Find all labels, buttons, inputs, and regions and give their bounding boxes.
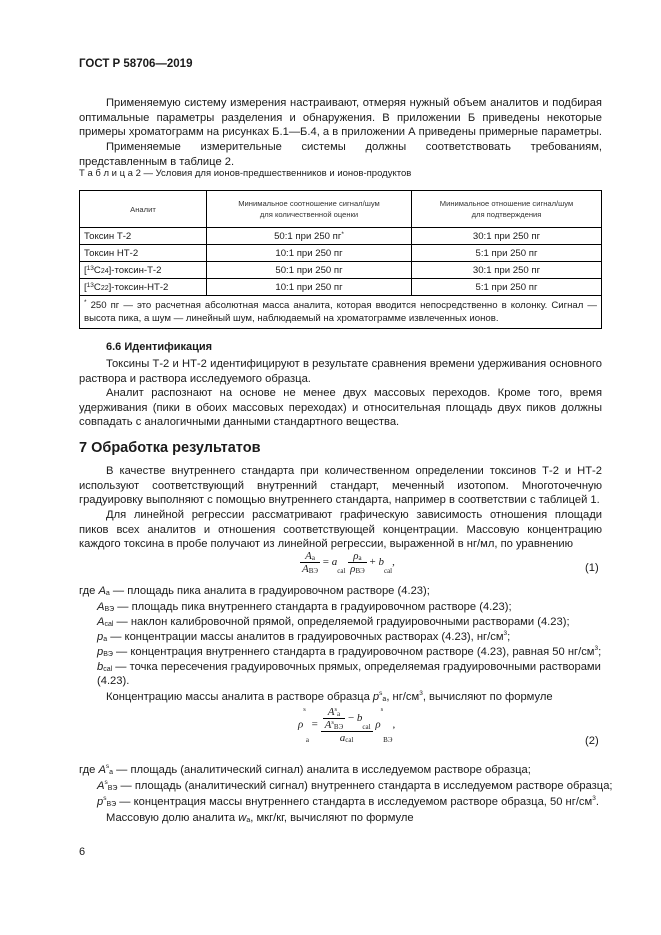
header-quantification [207,191,412,228]
quant-cell: 10:1 при 250 пг [207,245,412,262]
header-quant-line1: Минимальное соотношение сигнал/шум [238,199,380,208]
quant-cell: 50:1 при 250 пг [207,262,412,279]
confirm-cell: 30:1 при 250 пг [412,262,602,279]
sec7-paragraph-2: Для линейной регрессии рассматривают графическую зависимость отношения площади пиков всех аналитов и отношения соответствующей концентрации. Массовую концентрацию каждого токсина в пробе получают из линейной регрессии, выраженной в нг/мл, по уравнению [79,509,602,551]
confirm-cell: 5:1 при 250 пг [412,245,602,262]
sec7-paragraph-1: В качестве внутреннего стандарта при количественном определении токсинов Т-2 и НТ-2 используют соответствующий внутренний стандарт, меченный изотопом. Многоточечную градуировку выполняют с помощью внутреннего стандарта, например в соответствии с таблицей 1. [79,465,602,507]
quant-cell: 10:1 при 250 пг [207,279,412,296]
equation-1-number: (1) [585,562,599,574]
equation-2: $\rho^sa$ = $\frac{A^sa}{A^sВЭ}$ − bcal acal $\rho^sВЭ$, [298,706,396,744]
table-row [80,262,602,279]
eq1-conc-ratio: $\frac{\rho a}{\text{ρВЭ}}$ [350,550,365,575]
section-7-title: 7 Обработка результатов [79,440,261,456]
page-number: 6 [79,846,86,858]
header-confirmation [412,191,602,228]
definition-line: где Aa — площадь пика аналита в градуировочном растворе (4.23); [79,585,430,597]
analyte-cell: [$^{13}$C24]-токсин-Т-2 [80,262,207,279]
eq2-area-ratio: $\frac{A^sa}{A^sВЭ}$ [324,706,344,731]
definition-line: pВЭ — концентрация внутреннего стандарта в градуировочном растворе (4.23), равная 50 $нг/см^3$; [97,645,602,658]
conditions-table [79,190,602,329]
sec66-paragraph-1: Токсины Т-2 и НТ-2 идентифицируют в результате сравнения времени удерживания основного раствора и раствора исследуемого образца. [79,358,602,385]
header-confirm-line1: Минимальное отношение сигнал/шум [439,199,574,208]
eq1-area-ratio: $\frac{Aa}{\text{AВЭ}}$ [302,550,319,575]
confirm-cell: 30:1 при 250 пг [412,228,602,245]
table-row [80,228,602,245]
definition-line: Acal — наклон калибровочной прямой, определяемой градуировочными растворами (4.23); [97,616,570,628]
equation-1: $\frac{Aa}{\text{AВЭ}}$ = acal $\frac{\rho a}{\text{ρВЭ}}$ + bcal, [302,550,395,575]
analyte-cell: Токсин Т-2 [80,228,207,245]
table-row [80,279,602,296]
table-caption: Т а б л и ц а 2 — Условия для ионов-предшественников и ионов-продуктов [79,168,412,179]
sec66-paragraph-2: Аналит распознают на основе не менее двух массовых переходов. Кроме того, время удерживания (пики в обоих массовых переходах) и относительная площадь двух пиков должны совпадать с аналогичными данными стандартного вещества. [79,387,602,429]
definition-line: где $A^sa$ — площадь (аналитический сигнал) аналита в исследуемом растворе образца; [79,763,531,776]
definition-line: $p^sВЭ$ — концентрация массы внутреннего стандарта в исследуемом растворе образца, 50 $нг/см^3$. [97,795,599,808]
intro-paragraph-2: Применяемые измерительные системы должны соответствовать требованиям, представленным в таблице 2. [79,141,602,168]
definition-line-cont: (4.23). [97,675,130,687]
quant-cell: 50:1 при 250 пг* [207,228,412,245]
table-row [80,245,602,262]
mass-fraction-intro: Массовую долю аналита wa, мкг/кг, вычисляют по формуле [106,812,414,824]
analyte-cell: Токсин НТ-2 [80,245,207,262]
document-header: ГОСТ Р 58706—2019 [79,58,193,70]
section-6-6-title: 6.6 Идентификация [106,341,213,353]
header-quant-line2: для количественной оценки [259,210,359,219]
table-footnote-row [80,296,602,329]
intro-paragraph-1: Применяемую систему измерения настраивают, отмеряя нужный объем аналитов и подбирая оптимальные параметры разделения и обнаружения. В приложении Б приведены некоторые примеры хроматограмм на рисунках Б.1—Б.4, а в приложении А приведены примерные параметры. [79,97,603,139]
definition-line: $A^sВЭ$ — площадь (аналитический сигнал) внутреннего стандарта в исследуемом растворе образца; [97,779,613,792]
equation-2-number: (2) [585,735,599,747]
definition-line: AВЭ — площадь пика внутреннего стандарта в градуировочном растворе (4.23); [97,601,512,613]
analyte-cell: [$^{13}$C22]-токсин-НТ-2 [80,279,207,296]
eq2-main-fraction: $\frac{A^sa}{A^sВЭ}$ − bcal acal [321,706,373,744]
table-header-row [80,191,602,228]
confirm-cell: 5:1 при 250 пг [412,279,602,296]
eq1-equals: = [322,556,329,569]
table-footnote: * 250 пг — это расчетная абсолютная масса аналита, которая вводится непосредственно в колонку. Сигнал — высота пика, а шум — линейный шум, наблюдаемый на хроматограмме извлеченных ионов. [80,296,602,329]
header-analyte: Аналит [80,191,207,228]
definition-line: bcal — точка пересечения градуировочных прямых, определяемая градуировочными растворами [97,661,601,673]
concentration-intro: Концентрацию массы аналита в растворе образца $p^sa$, $нг/см^3$, вычисляют по формуле [106,690,553,703]
definition-line: pa — концентрации массы аналитов в градуировочных растворах (4.23), $нг/см^3$; [97,630,511,643]
header-confirm-line2: для подтверждения [471,210,542,219]
